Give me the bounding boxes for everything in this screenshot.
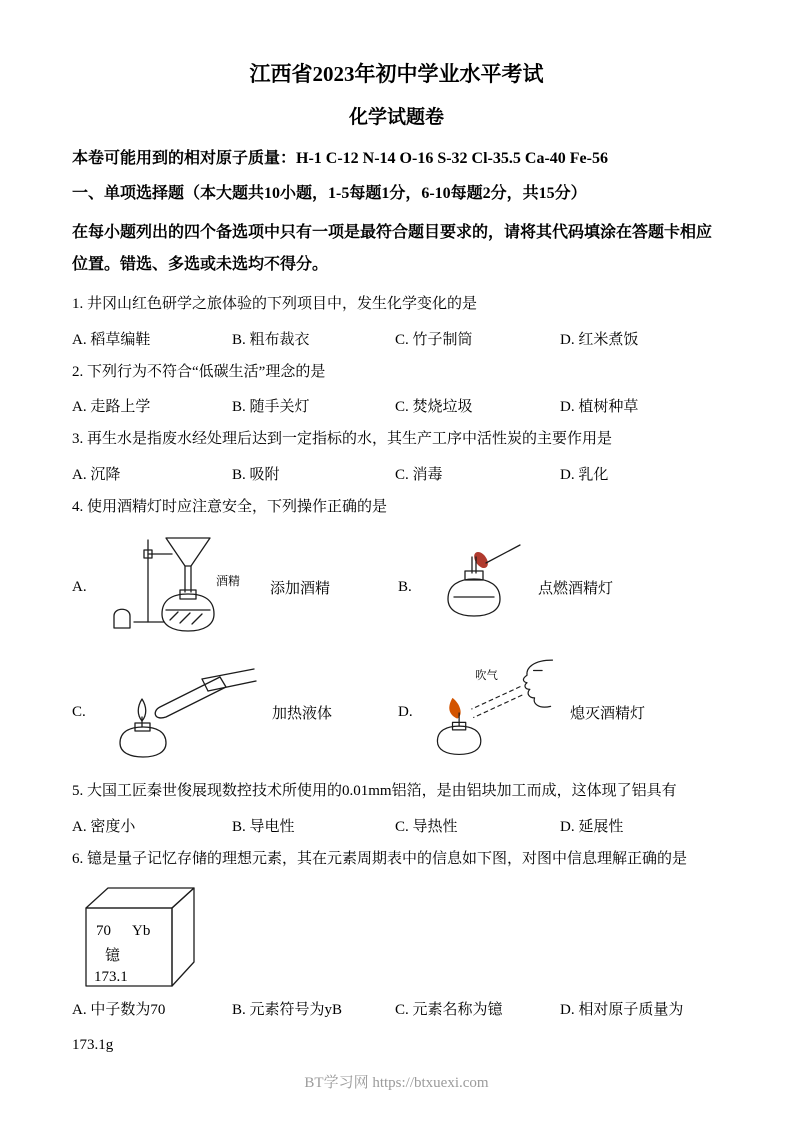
question-2-option-a: A. 走路上学 [72,399,151,416]
element-cell-diagram [78,882,721,990]
question-4-option-b [398,530,721,644]
question-3-option-b: B. 吸附 [232,466,280,483]
question-2 [72,361,721,417]
question-1 [72,293,721,349]
option-letter: C. [72,703,86,720]
option-caption: 加热液体 [272,705,333,722]
question-3 [72,428,721,484]
option-caption: 点燃酒精灯 [538,580,614,597]
question-1-option-d: D. 红米煮饭 [560,331,639,348]
element-symbol: Yb [132,923,151,940]
option-letter: A. [72,578,87,595]
question-6-text: 6. 镱是量子记忆存储的理想元素，其在元素周期表中的信息如下图，对图中信息理解正确的是 [72,850,688,867]
alcohol-label: 酒精 [216,574,241,589]
atomic-masses-label: 本卷可能用到的相对原子质量： [72,150,297,167]
question-1-option-a: A. 稻草编鞋 [72,331,151,348]
question-3-option-a: A. 沉降 [72,466,121,483]
question-5-text: 5. 大国工匠秦世俊展现数控技术所使用的0.01mm铝箔，是由铝块加工而成，这体现了铝具有 [72,783,677,800]
question-1-options [72,328,721,349]
question-4-option-d [398,656,721,768]
question-5-option-d: D. 延展性 [560,818,624,835]
watermark: BT学习网 https://btxuexi.com [304,1075,489,1091]
question-6-options [72,998,721,1019]
question-1-text: 1. 井冈山红色研学之旅体验的下列项目中，发生化学变化的是 [72,296,478,313]
question-3-option-c: C. 消毒 [395,466,443,483]
option-caption: 添加酒精 [270,580,331,597]
question-4-option-c [72,656,398,768]
question-6-option-a: A. 中子数为70 [72,1002,166,1019]
question-6-option-d-continuation: 173.1g [72,1037,114,1054]
question-2-option-d: D. 植树种草 [560,399,639,416]
blow-out-lamp-illustration [428,656,560,768]
add-alcohol-illustration [102,530,260,644]
question-4-option-a [72,530,398,644]
atomic-masses-note [72,147,721,170]
section-header: 一、单项选择题（本大题共10小题，1-5每题1分，6-10每题2分，共15分） [72,185,587,203]
page-subtitle: 化学试题卷 [348,107,444,128]
option-caption: 熄灭酒精灯 [570,705,646,722]
question-4-options [72,530,721,768]
question-6-option-b: B. 元素符号为yB [232,1002,343,1019]
question-2-options [72,395,721,416]
element-atomic-number: 70 [96,923,111,940]
element-atomic-mass: 173.1 [94,969,128,986]
question-3-options [72,463,721,484]
blow-label: 吹气 [475,670,498,683]
question-1-option-b: B. 粗布裁衣 [232,331,310,348]
question-2-option-c: C. 焚烧垃圾 [395,399,473,416]
page-title: 江西省2023年初中学业水平考试 [249,62,544,86]
question-2-text: 2. 下列行为不符合“低碳生活”理念的是 [72,363,326,380]
question-5-option-c: C. 导热性 [395,818,458,835]
question-5-option-a: A. 密度小 [72,818,136,835]
option-letter: D. [398,703,413,720]
question-5 [72,780,721,836]
element-name: 镱 [105,948,121,965]
question-6-option-c: C. 元素名称为镱 [395,1002,503,1019]
question-1-option-c: C. 竹子制筒 [395,331,473,348]
light-lamp-illustration [428,541,528,633]
question-3-text: 3. 再生水是指废水经处理后达到一定指标的水，其生产工序中活性炭的主要作用是 [72,431,613,448]
question-5-option-b: B. 导电性 [232,818,295,835]
question-4-text: 4. 使用酒精灯时应注意安全，下列操作正确的是 [72,498,388,515]
question-6 [72,848,721,1055]
question-6-option-d: D. 相对原子质量为 [560,1002,684,1019]
question-3-option-d: D. 乳化 [560,466,609,483]
atomic-masses-values: H-1 C-12 N-14 O-16 S-32 Cl-35.5 Ca-40 Fe-56 [296,150,608,167]
section-instructions: 在每小题列出的四个备选项中只有一项是最符合题目要求的，请将其代码填涂在答题卡相应位置。错选、多选或未选均不得分。 [72,224,713,274]
question-2-option-b: B. 随手关灯 [232,399,310,416]
option-letter: B. [398,578,412,595]
match-flame [471,550,490,571]
heat-liquid-illustration [102,663,262,761]
question-4 [72,496,721,769]
question-5-options [72,815,721,836]
